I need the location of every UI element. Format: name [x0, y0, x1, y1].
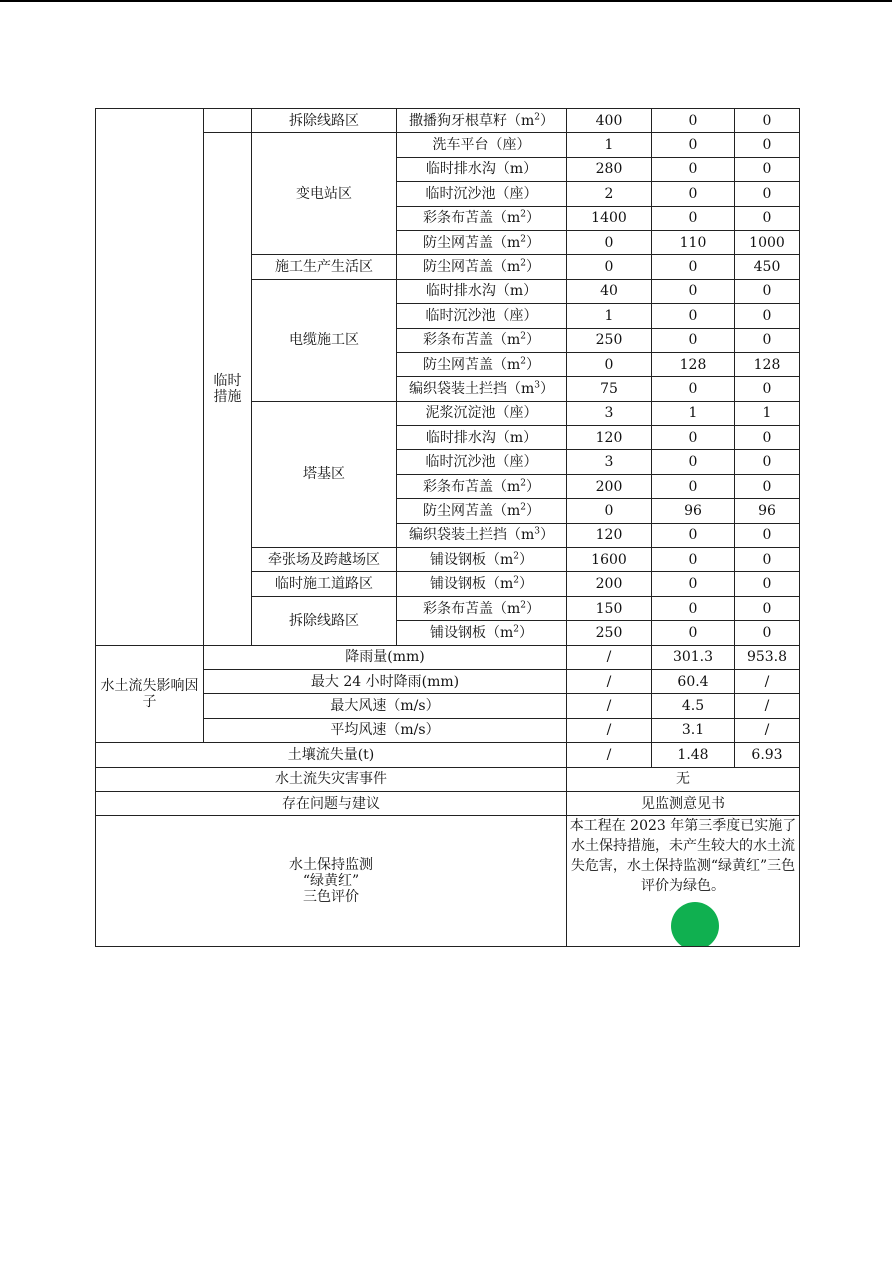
value-b: 0: [652, 304, 735, 328]
value-c: 0: [735, 572, 800, 596]
item-cell: 临时沉沙池（座）: [397, 182, 567, 206]
temp-measures-label: 临时措施: [204, 133, 252, 645]
value-a: 120: [567, 523, 652, 547]
area-cell: 塔基区: [252, 401, 397, 547]
evaluation-cell: [567, 816, 800, 947]
value-a: 0: [567, 255, 652, 279]
value-b: 0: [652, 621, 735, 645]
item-cell: 临时排水沟（m）: [397, 426, 567, 450]
value-b: 0: [652, 279, 735, 303]
value-b: 0: [652, 206, 735, 230]
item-cell: 铺设钢板$(m^2)$: [397, 572, 567, 596]
table-row: [96, 743, 800, 767]
evaluation-label-line2: “绿黄红”: [302, 873, 360, 890]
value-a: 1: [567, 304, 652, 328]
value-a: 0: [567, 499, 652, 523]
factor-name: 最大风速（m/s）: [204, 694, 567, 718]
value-a: 120: [567, 426, 652, 450]
soil-loss-label: 土壤流失量(t): [96, 743, 567, 767]
value-a: /: [567, 645, 652, 669]
value-c: 0: [735, 328, 800, 352]
value-a: 1400: [567, 206, 652, 230]
value-a: 2: [567, 182, 652, 206]
value-a: 200: [567, 474, 652, 498]
value-b: 0: [652, 596, 735, 620]
monitoring-table: [95, 108, 800, 947]
value-b: 128: [652, 352, 735, 376]
value-a: 400: [567, 109, 652, 133]
issues-value: 见监测意见书: [567, 791, 800, 815]
table-row: [96, 109, 800, 133]
area-cell: 施工生产生活区: [252, 255, 397, 279]
evaluation-label-line3: 三色评价: [303, 889, 359, 906]
value-c: 6.93: [735, 743, 800, 767]
value-b: 0: [652, 377, 735, 401]
evaluation-label-line1: 水土保持监测: [289, 857, 373, 874]
blank-cell: [204, 109, 252, 133]
value-b: 0: [652, 548, 735, 572]
value-c: /: [735, 669, 800, 693]
item-cell: 临时沉沙池（座）: [397, 450, 567, 474]
item-cell: 彩条布苫盖$(m^2)$: [397, 328, 567, 352]
area-cell: 临时施工道路区: [252, 572, 397, 596]
item-cell: 彩条布苫盖$(m^2)$: [397, 596, 567, 620]
value-b: 301.3: [652, 645, 735, 669]
table-row: [96, 645, 800, 669]
value-c: 0: [735, 133, 800, 157]
value-c: 128: [735, 352, 800, 376]
table-row: [96, 791, 800, 815]
value-a: /: [567, 669, 652, 693]
value-b: 0: [652, 133, 735, 157]
value-b: 96: [652, 499, 735, 523]
value-b: 4.5: [652, 694, 735, 718]
factor-name: 平均风速（m/s）: [204, 718, 567, 742]
item-cell: 彩条布苫盖$(m^2)$: [397, 206, 567, 230]
value-a: 0: [567, 230, 652, 254]
value-c: /: [735, 694, 800, 718]
item-cell: 铺设钢板$(m^2)$: [397, 621, 567, 645]
item-cell: 编织袋装土拦挡$(m^3)$: [397, 377, 567, 401]
area-cell: 拆除线路区: [252, 109, 397, 133]
value-a: 1600: [567, 548, 652, 572]
table-row: [96, 767, 800, 791]
value-c: 0: [735, 548, 800, 572]
issues-label: 存在问题与建议: [96, 791, 567, 815]
value-a: 40: [567, 279, 652, 303]
table-row: [96, 816, 800, 947]
green-rating-dot: [671, 902, 719, 947]
value-c: /: [735, 718, 800, 742]
value-a: 0: [567, 352, 652, 376]
page-top-border: [0, 0, 892, 2]
factors-label: 水土流失影响因子: [96, 645, 204, 743]
value-a: 280: [567, 157, 652, 181]
item-cell: 撒播狗牙根草籽$(m^2)$: [397, 109, 567, 133]
value-b: 1: [652, 401, 735, 425]
value-c: 96: [735, 499, 800, 523]
factor-name: 最大 24 小时降雨(mm): [204, 669, 567, 693]
value-a: /: [567, 694, 652, 718]
value-c: 0: [735, 596, 800, 620]
value-c: 0: [735, 109, 800, 133]
value-c: 0: [735, 377, 800, 401]
value-c: 0: [735, 450, 800, 474]
value-b: 3.1: [652, 718, 735, 742]
factor-name: 降雨量(mm): [204, 645, 567, 669]
evaluation-indicator: [567, 896, 799, 946]
value-a: /: [567, 718, 652, 742]
value-c: 1000: [735, 230, 800, 254]
value-a: 1: [567, 133, 652, 157]
evaluation-label: [96, 816, 567, 947]
item-cell: 编织袋装土拦挡$(m^3)$: [397, 523, 567, 547]
evaluation-text: 本工程在 2023 年第三季度已实施了水土保持措施，未产生较大的水土流失危害，水土保持监测“绿黄红”三色评价为绿色。: [569, 818, 797, 895]
value-c: 0: [735, 157, 800, 181]
value-a: 3: [567, 401, 652, 425]
value-b: 60.4: [652, 669, 735, 693]
item-cell: 防尘网苫盖$(m^2)$: [397, 255, 567, 279]
value-c: 0: [735, 426, 800, 450]
value-b: 0: [652, 182, 735, 206]
value-b: 0: [652, 474, 735, 498]
area-cell: 拆除线路区: [252, 596, 397, 645]
value-a: 250: [567, 328, 652, 352]
value-c: 0: [735, 621, 800, 645]
value-b: 0: [652, 255, 735, 279]
value-a: 200: [567, 572, 652, 596]
value-b: 1.48: [652, 743, 735, 767]
item-cell: 泥浆沉淀池（座）: [397, 401, 567, 425]
area-cell: 变电站区: [252, 133, 397, 255]
item-cell: 防尘网苫盖$(m^2)$: [397, 230, 567, 254]
item-cell: 铺设钢板$(m^2)$: [397, 548, 567, 572]
value-c: 0: [735, 182, 800, 206]
value-b: 0: [652, 328, 735, 352]
value-c: 0: [735, 474, 800, 498]
value-a: 3: [567, 450, 652, 474]
value-a: 75: [567, 377, 652, 401]
disaster-value: 无: [567, 767, 800, 791]
value-c: 953.8: [735, 645, 800, 669]
blank-category-cell: [96, 109, 204, 646]
value-c: 0: [735, 279, 800, 303]
item-cell: 临时排水沟（m）: [397, 279, 567, 303]
item-cell: 临时沉沙池（座）: [397, 304, 567, 328]
value-c: 0: [735, 206, 800, 230]
item-cell: 彩条布苫盖$(m^2)$: [397, 474, 567, 498]
value-a: 150: [567, 596, 652, 620]
value-b: 0: [652, 109, 735, 133]
value-c: 450: [735, 255, 800, 279]
value-c: 0: [735, 304, 800, 328]
value-b: 0: [652, 426, 735, 450]
value-c: 0: [735, 523, 800, 547]
item-cell: 临时排水沟（m）: [397, 157, 567, 181]
item-cell: 防尘网苫盖$(m^2)$: [397, 499, 567, 523]
value-c: 1: [735, 401, 800, 425]
value-a: 250: [567, 621, 652, 645]
item-cell: 防尘网苫盖$(m^2)$: [397, 352, 567, 376]
area-cell: 电缆施工区: [252, 279, 397, 401]
area-cell: 牵张场及跨越场区: [252, 548, 397, 572]
value-b: 0: [652, 450, 735, 474]
value-b: 0: [652, 157, 735, 181]
value-b: 110: [652, 230, 735, 254]
value-b: 0: [652, 572, 735, 596]
disaster-label: 水土流失灾害事件: [96, 767, 567, 791]
item-cell: 洗车平台（座）: [397, 133, 567, 157]
value-a: /: [567, 743, 652, 767]
value-b: 0: [652, 523, 735, 547]
